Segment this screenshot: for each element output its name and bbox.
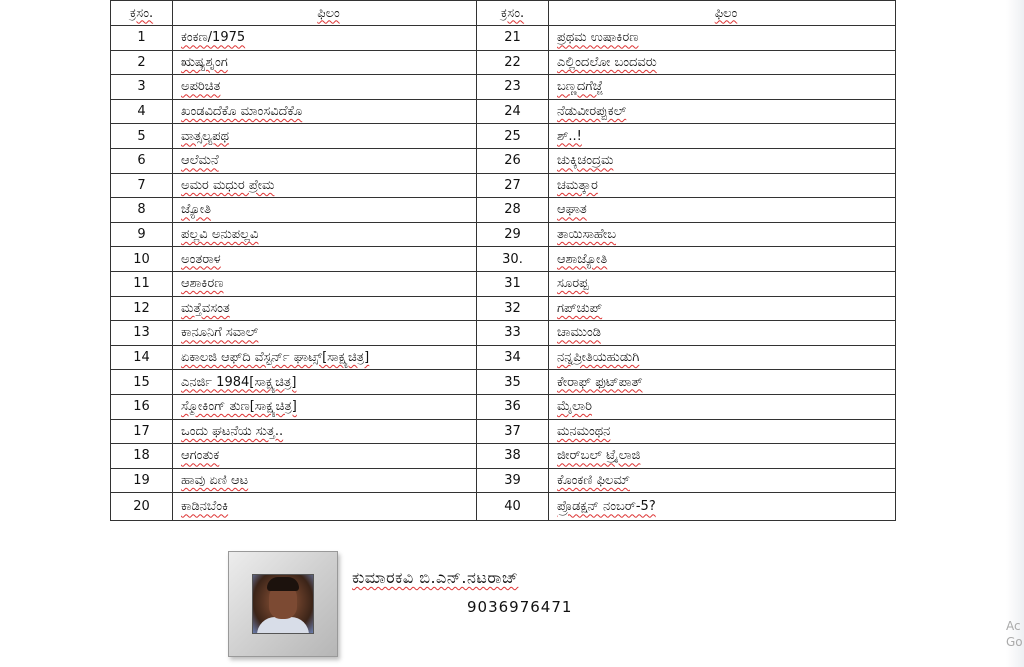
film-title-right: ನೆಡುವೀರಪ್ಪುಕಲ್ (549, 99, 896, 124)
film-title-left: ಎನರ್ಜಿ 1984[ಸಾಕ್ಷ್ಯಚಿತ್ರ] (173, 370, 477, 395)
row-number-left: 10 (111, 247, 173, 272)
row-number-right: 36 (477, 394, 549, 419)
table-row (111, 148, 896, 173)
film-title-right: ಶ್..! (549, 124, 896, 149)
film-title-left: ಅಪರಿಚಿತ (173, 75, 477, 100)
table-row (111, 419, 896, 444)
row-number-left: 3 (111, 75, 173, 100)
film-title-left: ಕಾಡಿನಬೆಂಕಿ (173, 493, 477, 521)
table-row (111, 468, 896, 493)
row-number-left: 8 (111, 198, 173, 223)
activate-windows-watermark: Ac Go (1006, 619, 1023, 649)
row-number-right: 27 (477, 173, 549, 198)
film-title-left: ಆಗಂತುಕ (173, 444, 477, 469)
author-photo (252, 574, 314, 634)
table-row (111, 99, 896, 124)
row-number-right: 21 (477, 26, 549, 51)
row-number-left: 16 (111, 394, 173, 419)
header-film-1: ಫಿಲಂ (173, 1, 477, 26)
table-row (111, 198, 896, 223)
row-number-left: 11 (111, 271, 173, 296)
table-row (111, 493, 896, 521)
film-title-left: ಆಶಾಕಿರಣ (173, 271, 477, 296)
film-title-right: ತಾಯಿಸಾಹೇಬ (549, 222, 896, 247)
row-number-left: 14 (111, 345, 173, 370)
row-number-right: 33 (477, 321, 549, 346)
row-number-left: 9 (111, 222, 173, 247)
film-title-right: ಕೇರಾಫ್ ಫುಟ್‌ಪಾತ್ (549, 370, 896, 395)
film-title-left: ಮತ್ತೆವಸಂತ (173, 296, 477, 321)
row-number-left: 12 (111, 296, 173, 321)
film-title-right: ಮೈಲಾರಿ (549, 394, 896, 419)
row-number-right: 24 (477, 99, 549, 124)
table-row (111, 296, 896, 321)
table-row (111, 394, 896, 419)
row-number-left: 2 (111, 50, 173, 75)
film-title-right: ಚಾಮುಂಡಿ (549, 321, 896, 346)
row-number-right: 32 (477, 296, 549, 321)
table-row (111, 345, 896, 370)
film-title-right: ಬಣ್ಣದಗೆಜ್ಜೆ (549, 75, 896, 100)
row-number-right: 31 (477, 271, 549, 296)
row-number-right: 40 (477, 493, 549, 521)
film-title-right: ಪ್ರೊಡಕ್ಷನ್ ನಂಬರ್-5? (549, 493, 896, 521)
row-number-right: 39 (477, 468, 549, 493)
table-header-row (111, 1, 896, 26)
film-title-right: ಮನಮಂಥನ (549, 419, 896, 444)
row-number-left: 4 (111, 99, 173, 124)
film-title-left: ಪಲ್ಲವಿ ಅನುಪಲ್ಲವಿ (173, 222, 477, 247)
film-title-right: ಪ್ರಥಮ ಉಷಾಕಿರಣ (549, 26, 896, 51)
film-title-left: ಏಕಾಲಜಿ ಆಫ್‌ದಿ ವೆಸ್ಟರ್ನ್ ಘಾಟ್ಸ್[ಸಾಕ್ಷ್ಯಚಿತ್ರ] (173, 345, 477, 370)
row-number-left: 1 (111, 26, 173, 51)
row-number-left: 5 (111, 124, 173, 149)
table-row (111, 222, 896, 247)
header-film-2: ಫಿಲಂ (549, 1, 896, 26)
row-number-right: 34 (477, 345, 549, 370)
row-number-right: 25 (477, 124, 549, 149)
header-number-1: ಕ್ರಸಂ. (111, 1, 173, 26)
row-number-left: 7 (111, 173, 173, 198)
film-title-right: ಚಮತ್ಕಾರ (549, 173, 896, 198)
film-title-left: ಅಮರ ಮಧುರ ಪ್ರೇಮ (173, 173, 477, 198)
film-title-left: ಸ್ಮೋಕಿಂಗ್ ತುಣ[ಸಾಕ್ಷ್ಯಚಿತ್ರ] (173, 394, 477, 419)
table-row (111, 124, 896, 149)
film-title-right: ಸೂರಪ್ಪ (549, 271, 896, 296)
table-row (111, 321, 896, 346)
film-title-left: ಹಾವು ಏಣಿ ಆಟ (173, 468, 477, 493)
film-title-right: ಜೀರ್‌ಬಲ್ ಟ್ರೈಲಾಜಿ (549, 444, 896, 469)
film-title-right: ಗಪ್‌ಚುಪ್ (549, 296, 896, 321)
row-number-right: 35 (477, 370, 549, 395)
film-title-left: ಖಂಡವಿದೆಕೊ ಮಾಂಸವಿದೆಕೊ (173, 99, 477, 124)
row-number-left: 13 (111, 321, 173, 346)
row-number-right: 22 (477, 50, 549, 75)
table-row (111, 247, 896, 272)
table-row (111, 50, 896, 75)
film-title-right: ಆಶಾಜ್ಯೋತಿ (549, 247, 896, 272)
table-row (111, 370, 896, 395)
author-name: ಕುಮಾರಕವಿ ಬಿ.ಎನ್.ನಟರಾಜ್ (352, 568, 519, 587)
film-title-right: ಕೊಂಕಣಿ ಫಿಲಮ್ (549, 468, 896, 493)
row-number-left: 18 (111, 444, 173, 469)
film-title-left: ಅಂತರಾಳ (173, 247, 477, 272)
film-list-table (110, 0, 896, 521)
table-row (111, 75, 896, 100)
table-row (111, 444, 896, 469)
row-number-right: 28 (477, 198, 549, 223)
table-row (111, 173, 896, 198)
table-row (111, 26, 896, 51)
row-number-right: 23 (477, 75, 549, 100)
author-phone: 9036976471 (467, 598, 573, 616)
row-number-left: 15 (111, 370, 173, 395)
film-title-right: ಎಲ್ಲಿಂದಲೋ ಬಂದವರು (549, 50, 896, 75)
film-title-right: ಚುಕ್ಕಿಚಂದ್ರಮ (549, 148, 896, 173)
row-number-right: 37 (477, 419, 549, 444)
row-number-left: 19 (111, 468, 173, 493)
row-number-right: 30. (477, 247, 549, 272)
row-number-right: 26 (477, 148, 549, 173)
page-edge (1006, 0, 1024, 667)
row-number-right: 29 (477, 222, 549, 247)
film-title-left: ಕಾನೂನಿಗೆ ಸವಾಲ್ (173, 321, 477, 346)
row-number-left: 20 (111, 493, 173, 521)
film-title-left: ವಾತ್ಸಲ್ಯಪಥ (173, 124, 477, 149)
table-row (111, 271, 896, 296)
film-title-left: ಒಂದು ಘಟನೆಯ ಸುತ್ತ.. (173, 419, 477, 444)
film-title-left: ಆಲೆಮನೆ (173, 148, 477, 173)
header-number-2: ಕ್ರಸಂ. (477, 1, 549, 26)
row-number-right: 38 (477, 444, 549, 469)
row-number-left: 17 (111, 419, 173, 444)
film-title-right: ಆಘಾತ (549, 198, 896, 223)
row-number-left: 6 (111, 148, 173, 173)
film-title-left: ಜ್ಯೋತಿ (173, 198, 477, 223)
film-title-left: ಕಂಕಣ/1975 (173, 26, 477, 51)
film-title-right: ನನ್ನಪ್ರೀತಿಯಹುಡುಗಿ (549, 345, 896, 370)
author-photo-frame (228, 551, 338, 657)
film-title-left: ಋಷ್ಯಶೃಂಗ (173, 50, 477, 75)
